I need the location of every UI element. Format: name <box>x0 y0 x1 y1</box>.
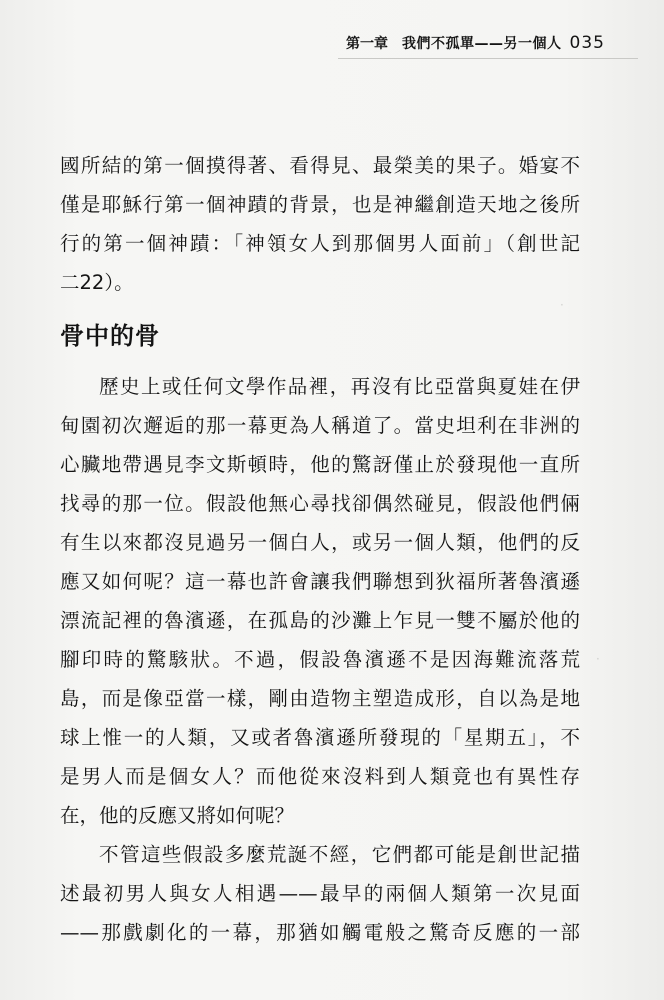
intro-paragraph <box>60 146 580 302</box>
text-line: 歷史上或任何文學作品裡，再沒有比亞當與夏娃在伊 <box>99 375 580 398</box>
text-line: 國所結的第一個摸得著、看得見、最榮美的果子。婚宴不 <box>60 154 580 177</box>
chapter-label: 第一章 <box>346 36 388 52</box>
text-line: 島，而是像亞當一樣，剛由造物主塑造成形，自以為是地 <box>60 687 580 710</box>
text-line: 僅是耶穌行第一個神蹟的背景，也是神繼創造天地之後所 <box>60 193 580 216</box>
text-line: ——那戲劇化的一幕，那猶如觸電般之驚奇反應的一部 <box>60 921 580 944</box>
text-line: 不管這些假設多麼荒誕不經，它們都可能是創世記描 <box>99 843 580 866</box>
text-line: 有生以來都沒見過另一個白人，或另一個人類，他們的反 <box>60 531 580 554</box>
text-line: 腳印時的驚駭狀。不過，假設魯濱遜不是因海難流落荒 <box>60 648 580 671</box>
bleed-through-mark: · <box>596 652 600 666</box>
header-rule <box>338 58 638 59</box>
chapter-title: 我們不孤單——另一個人 <box>402 36 562 52</box>
text-line: 二22）。 <box>60 271 134 294</box>
text-line: 漂流記裡的魯濱遜，在孤島的沙灘上乍見一雙不屬於他的 <box>60 609 580 632</box>
running-header <box>346 33 636 55</box>
text-line: 球上惟一的人類，又或者魯濱遜所發現的「星期五」，不 <box>60 726 580 749</box>
section-paragraph-2 <box>60 835 580 952</box>
bleed-through-mark: · <box>560 298 564 312</box>
section-paragraph-1 <box>60 367 580 835</box>
text-line: 在，他的反應又將如何呢？ <box>60 804 295 827</box>
text-line: 述最初男人與女人相遇——最早的兩個人類第一次見面 <box>60 882 580 905</box>
text-line: 甸園初次邂逅的那一幕更為人稱道了。當史坦利在非洲的 <box>60 414 580 437</box>
text-line: 心臟地帶遇見李文斯頓時，他的驚訝僅止於發現他一直所 <box>60 453 580 476</box>
page-number: 035 <box>569 33 605 53</box>
text-line: 行的第一個神蹟：「神領女人到那個男人面前」（創世記 <box>60 232 580 255</box>
section-heading: 骨中的骨 <box>60 322 160 350</box>
text-line: 找尋的那一位。假設他無心尋找卻偶然碰見，假設他們倆 <box>60 492 580 515</box>
text-line: 是男人而是個女人？而他從來沒料到人類竟也有異性存 <box>60 765 580 788</box>
text-line: 應又如何呢？這一幕也許會讓我們聯想到狄福所著魯濱遜 <box>60 570 580 593</box>
